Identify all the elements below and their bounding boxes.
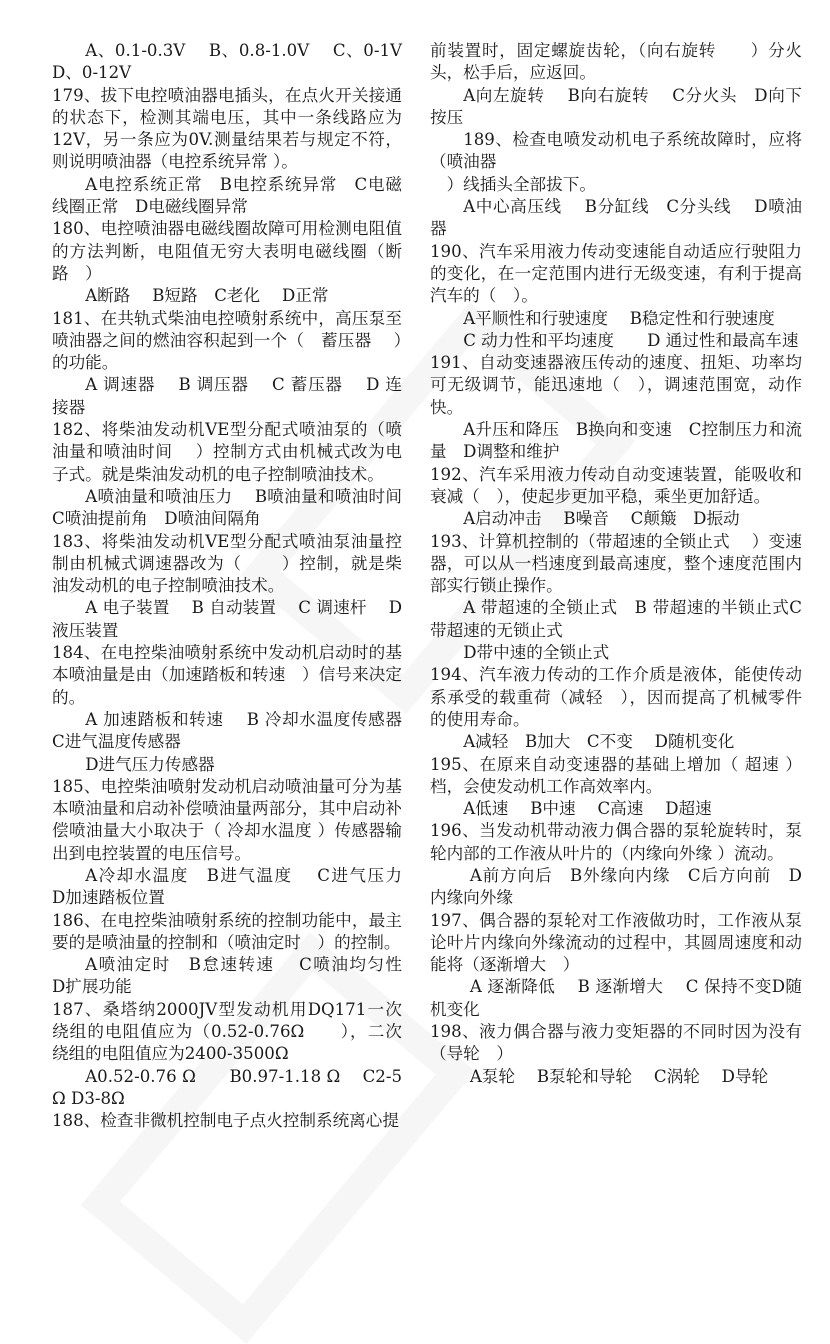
question-181: 181、在共轨式柴油电控喷射系统中，高压泵至喷油器之间的燃油容积起到一个（ 蓄压器 ）的功能。: [52, 308, 402, 373]
options-180: A断路 B短路 C老化 D正常: [85, 286, 329, 306]
question-193: 193、计算机控制的（带超速的全锁止式 ）变速器，可以从一档速度到最高速度，整个速度范围内部实行锁止操作。: [430, 531, 802, 596]
options-193: A 带超速的全锁止式 B 带超速的半锁止式C带超速的无锁止式: [430, 598, 802, 640]
options-197: A 逐渐降低 B 逐渐增大 C 保持不变D随机变化: [430, 977, 802, 1019]
options-189: A中心高压线 B分缸线 C分头线 D喷油器: [430, 197, 802, 239]
option-line: A、0.1-0.3V B、0.8-1.0V C、0-1V D、0-12V: [52, 41, 424, 83]
question-185: 185、电控柴油喷射发动机启动喷油量可分为基本喷油量和启动补偿喷油量两部分，其中启动补偿喷油量大小取决于（ 冷却水温度 ）传感器输出到电控装置的电压信号。: [52, 776, 402, 863]
options-196: A前方向后 B外缘向内缘 C后方向前 D内缘向外缘: [430, 865, 802, 908]
question-191: 191、自动变速器液压传动的速度、扭矩、功率均可无级调节，能迅速地（ ），调速范围宽，动作快。: [430, 353, 802, 417]
left-column: [52, 40, 424, 1133]
options-187: A0.52-0.76 Ω B0.97-1.18 Ω C2-5 Ω D3-8Ω: [52, 1066, 402, 1108]
right-column: [430, 40, 802, 1088]
question-194: 194、汽车液力传动的工作介质是液体，能使传动系承受的载重荷（减轻 ），因而提高了机械零件的使用寿命。: [430, 665, 802, 729]
options-179: A电控系统正常 B电控系统异常 C电磁线圈正常 D电磁线圈异常: [52, 174, 402, 217]
question-180: 180、电控喷油器电磁线圈故障可用检测电阻值的方法判断，电阻值无穷大表明电磁线圈（断路 ）: [52, 219, 402, 283]
options-192: A启动冲击 B噪音 C颠簸 D振动: [463, 509, 740, 529]
options-183: A 电子装置 B 自动装置 C 调速杆 D 液压装置: [52, 598, 402, 640]
options-185: A冷却水温度 B进气温度 C进气压力 D加速踏板位置: [52, 865, 419, 908]
question-192: 192、汽车采用液力传动自动变速装置，能吸收和衰减（ ），使起步更加平稳，乘坐更加舒适。: [430, 464, 802, 506]
options-198: A泵轮 B泵轮和导轮 C涡轮 D导轮: [469, 1066, 769, 1086]
question-179: 179、拔下电控喷油器电插头，在点火开关接通的状态下，检测其端电压，其中一条线路应为12V，另一条应为0V.测量结果若与规定不符，则说明喷油器（电控系统异常 ）。: [52, 85, 402, 172]
options-190-ab: A平顺性和行驶速度 B稳定性和行驶速度: [463, 308, 775, 328]
question-183: 183、将柴油发动机VE型分配式喷油泵油量控制由机械式调速器改为（ ）控制，就是柴油发动机的电子控制喷油技术。: [52, 531, 402, 596]
options-190-cd: C 动力性和平均速度 D 通过性和最高车速: [463, 330, 799, 350]
question-189: 189、检查电喷发动机电子系统故障时，应将（喷油器: [430, 130, 802, 172]
question-182: 182、将柴油发动机VE型分配式喷油泵的（喷油量和喷油时间 ）控制方式由机械式改为电子式。就是柴油发动机的电子控制喷油技术。: [52, 420, 402, 484]
question-189-cont: ）线插头全部拔下。: [446, 174, 596, 194]
options-184: A 加速踏板和转速 B 冷却水温度传感器C进气温度传感器: [52, 709, 402, 752]
options-186: A喷油定时 B怠速转速 C喷油均匀性 D扩展功能: [52, 955, 419, 997]
options-191: A升压和降压 B换向和变速 C控制压力和流量 D调整和维护: [430, 420, 802, 462]
options-193-d: D带中速的全锁止式: [463, 643, 610, 663]
question-197: 197、偶合器的泵轮对工作液做功时，工作液从泵论叶片内缘向外缘流动的过程中，其圆周速度和动能将（逐渐增大 ）: [430, 910, 802, 975]
question-196: 196、当发动机带动液力偶合器的泵轮旋转时，泵轮内部的工作液从叶片的（内缘向外缘 ）流动。: [430, 821, 802, 863]
options-188: A向左旋转 B向右旋转 C分火头 D向下按压: [430, 85, 802, 127]
options-184-d: D进气压力传感器: [85, 754, 215, 774]
question-188-cont: 前装置时，固定螺旋齿轮，（向右旋转 ）分火头，松手后，应返回。: [430, 41, 802, 83]
question-190: 190、汽车采用液力传动变速能自动适应行驶阻力的变化，在一定范围内进行无级变速，有利于提高汽车的（ ）。: [430, 241, 802, 306]
options-194: A减轻 B加大 C不变 D随机变化: [463, 732, 735, 752]
question-188-start: 188、检查非微机控制电子点火控制系统离心提: [52, 1111, 399, 1131]
question-184: 184、在电控柴油喷射系统中发动机启动时的基本喷油量是由（加速踏板和转速 ）信号来决定的。: [52, 643, 402, 707]
question-195: 195、在原来自动变速器的基础上增加（ 超速 ）档，会使发动机工作高效率内。: [430, 754, 802, 796]
question-186: 186、在电控柴油喷射系统的控制功能中，最主要的是喷油量的控制和（喷油定时 ）的控制。: [52, 910, 402, 952]
options-195: A低速 B中速 C高速 D超速: [463, 799, 712, 819]
options-181: A 调速器 B 调压器 C 蓄压器 D 连接器: [52, 375, 402, 417]
options-182: A喷油量和喷油压力 B喷油量和喷油时间C喷油提前角 D喷油间隔角: [52, 486, 402, 529]
question-198: 198、液力偶合器与液力变矩器的不同时因为没有（导轮 ）: [430, 1022, 802, 1064]
question-187: 187、桑塔纳2000JV型发动机用DQ171一次绕组的电阻值应为（0.52-0.76Ω ），二次绕组的电阻值应为2400-3500Ω: [52, 999, 402, 1064]
